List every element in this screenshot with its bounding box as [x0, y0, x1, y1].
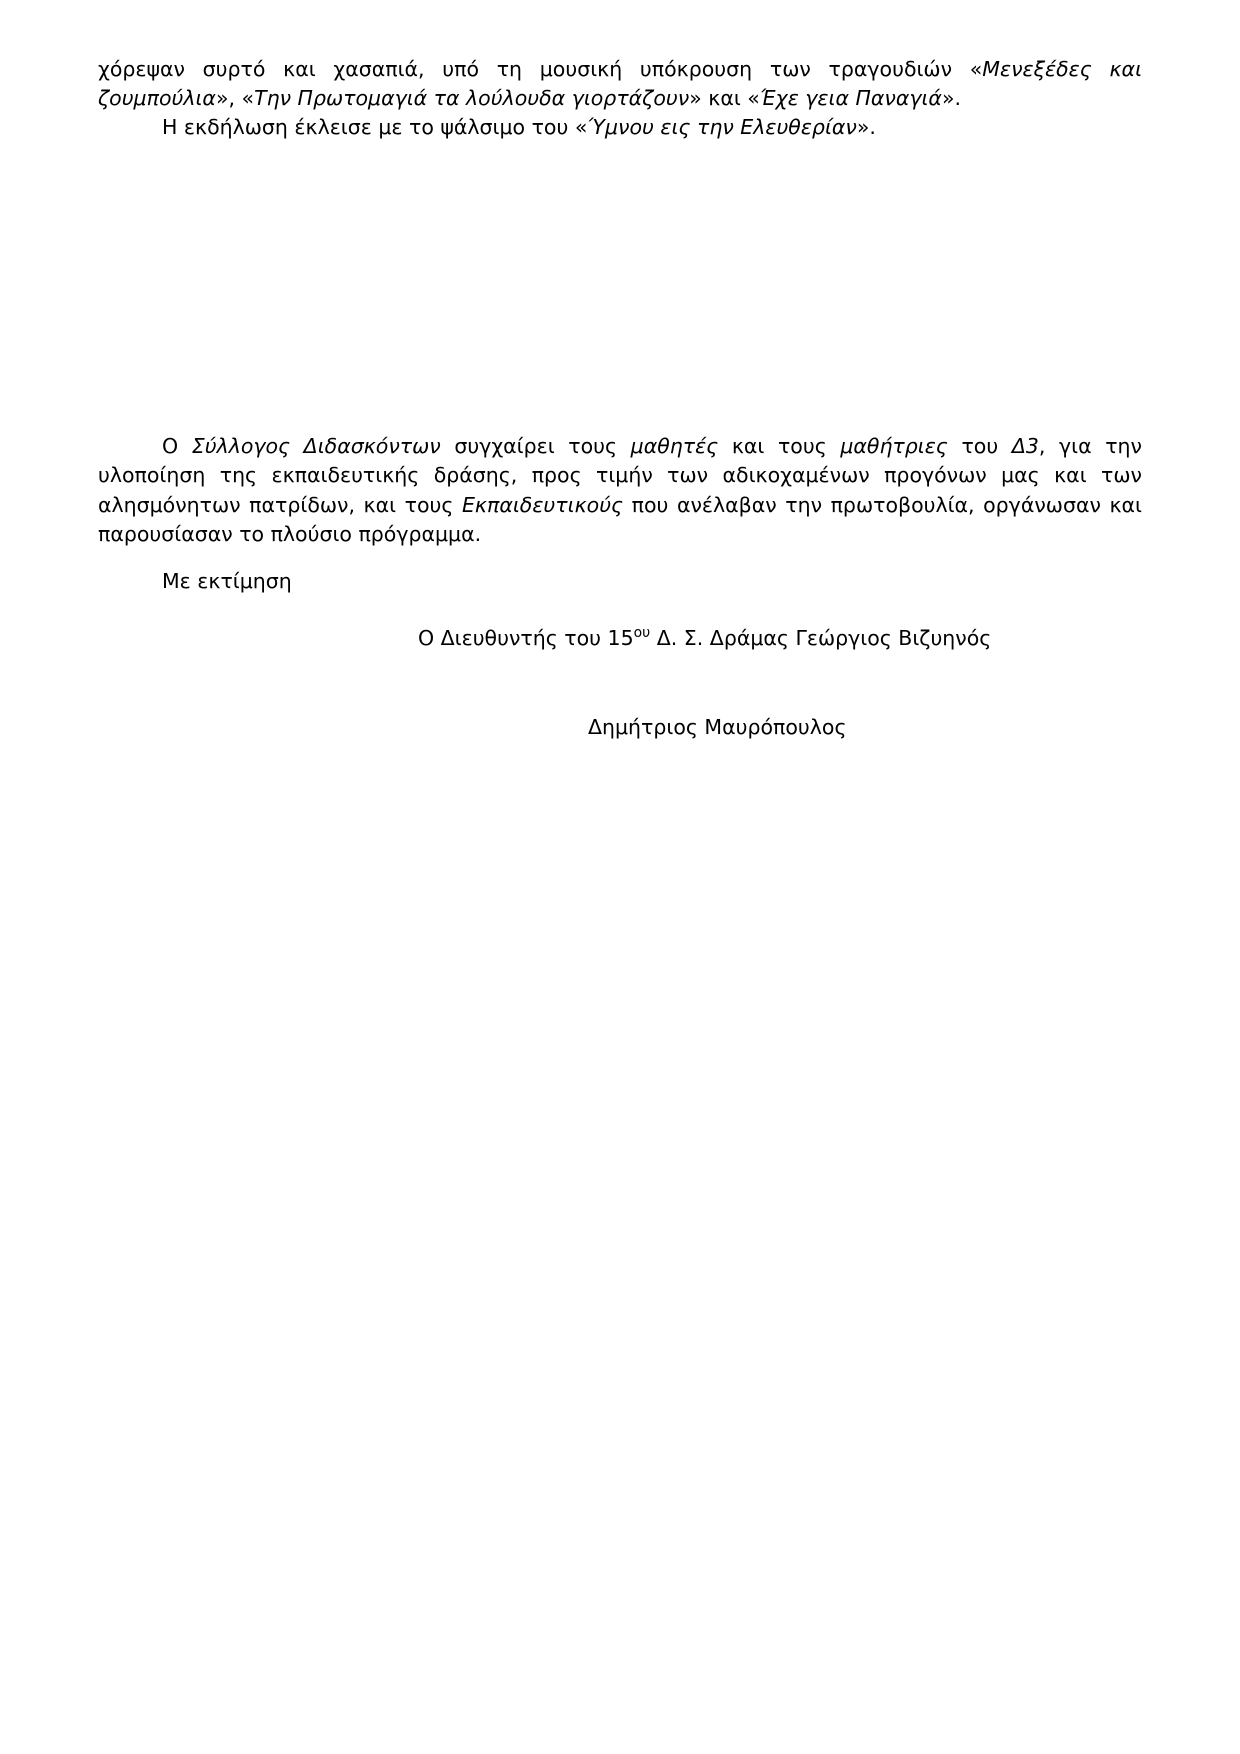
congrats-seg-5: , για την υλοποίηση της εκπαιδευτικής δράσης, προς τιμήν των αδικοχαμένων προγόνων μας και των αλησμόνητων πατρίδων, και τους — [98, 434, 1142, 517]
congrats-seg-1: Ο — [162, 434, 192, 459]
congrats-seg-4: του — [947, 434, 1012, 459]
closing-line-lead: Η εκδήλωση έκλεισε με το ψάλσιμο του « — [162, 115, 588, 140]
spacer-after-congrats — [98, 549, 1142, 567]
regards-line: Με εκτίμηση — [162, 568, 292, 593]
director-prefix: Ο Διευθυντής του 15 — [418, 625, 634, 650]
congrats-italic-educators: Εκπαιδευτικούς — [461, 492, 624, 517]
song-title-3: Έχε γεια Παναγιά — [759, 86, 942, 111]
spacer-after-regards — [98, 596, 1142, 624]
congrats-italic-female-students: μαθήτριες — [840, 434, 948, 459]
top-paragraph-tail: ». — [941, 86, 962, 111]
top-paragraph-lead: χόρεψαν συρτό και χασαπιά, υπό τη μουσική υπόκρουση των τραγουδιών « — [98, 57, 983, 81]
top-paragraph-sep-1: », « — [215, 86, 255, 111]
top-paragraph-sep-2: » και « — [689, 86, 760, 111]
director-suffix: Δ. Σ. Δράμας Γεώργιος Βιζυηνός — [650, 625, 992, 650]
closing-line — [98, 113, 1142, 142]
congrats-italic-male-students: μαθητές — [630, 434, 719, 459]
song-title-2: Την Πρωτομαγιά τα λούλουδα γιορτάζουν — [254, 86, 690, 111]
director-ordinal: ου — [633, 625, 651, 642]
congratulations-paragraph — [98, 432, 1142, 548]
congrats-seg-3: και τους — [718, 434, 841, 459]
congrats-seg-2: συγχαίρει τους — [440, 434, 631, 459]
signature-name: Δημήτριος Μαυρόπουλος — [588, 714, 847, 739]
congrats-italic-teachers-assoc: Σύλλογος Διδασκόντων — [191, 434, 441, 459]
spacer-before-signature — [98, 653, 1142, 713]
congrats-italic-class: Δ3 — [1011, 434, 1039, 459]
director-line — [98, 624, 1142, 653]
blank-space — [98, 142, 1142, 432]
closing-line-tail: ». — [856, 115, 876, 140]
hymn-title: Ύμνου εις την Ελευθερίαν — [587, 115, 857, 140]
top-paragraph — [98, 55, 1142, 113]
congrats-seg-6: που ανέλαβαν την πρωτοβουλία, οργάνωσαν και παρουσίασαν το πλούσιο πρόγραμμα. — [98, 492, 1142, 546]
song-title-1: Μενεξέδες και ζουμπούλια — [98, 57, 1143, 111]
